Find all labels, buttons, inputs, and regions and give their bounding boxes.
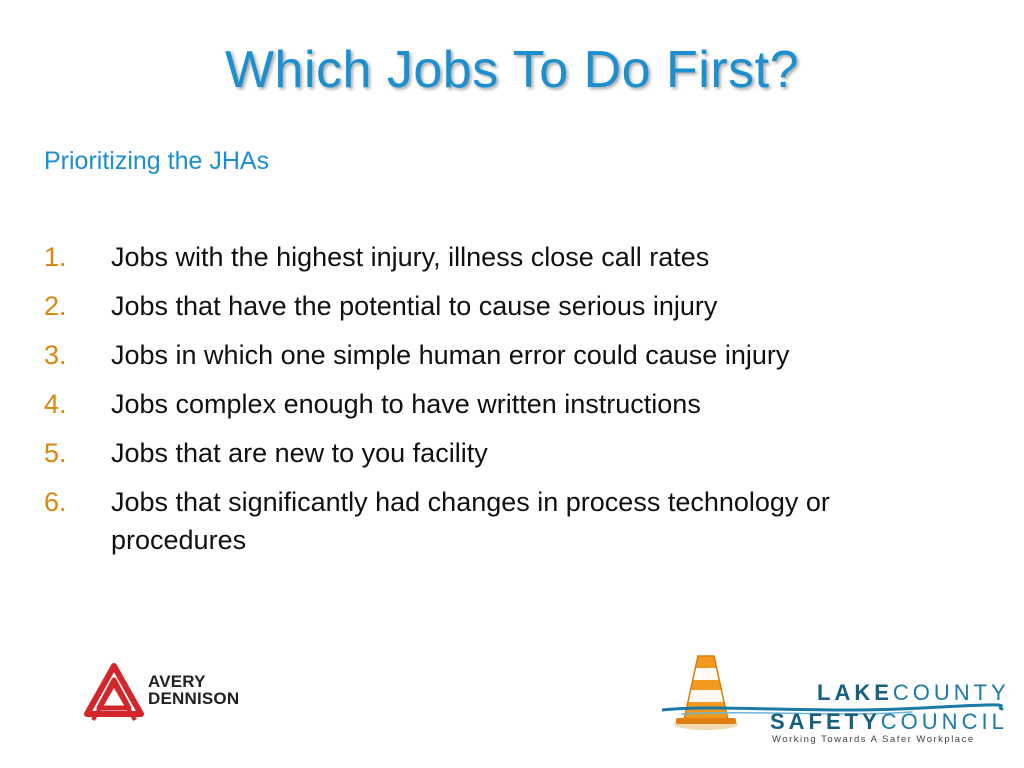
list-item-6 xyxy=(44,483,944,559)
list-number: 4. xyxy=(44,389,67,419)
slide-title: Which Jobs To Do First? xyxy=(224,41,800,99)
traffic-cone-icon xyxy=(670,652,750,732)
list-number: 1. xyxy=(44,242,67,272)
lake-county-wordmark: LAKECOUNTY xyxy=(817,680,1010,705)
list-number: 2. xyxy=(44,291,67,321)
safety-council-wordmark: SAFETYCOUNCIL xyxy=(770,709,1008,734)
list-text: Jobs in which one simple human error could cause injury xyxy=(111,340,790,370)
list-number: 3. xyxy=(44,340,67,370)
list-item-4 xyxy=(44,385,944,423)
list-text: Jobs complex enough to have written instructions xyxy=(111,389,701,419)
list-text: Jobs that are new to you facility xyxy=(111,438,488,468)
slide-subtitle: Prioritizing the JHAs xyxy=(44,147,270,175)
list-text: Jobs that significantly had changes in process technology or procedures xyxy=(111,487,830,555)
avery-triangle-icon xyxy=(83,662,145,724)
list-text: Jobs that have the potential to cause serious injury xyxy=(111,291,718,321)
list-text: Jobs with the highest injury, illness close call rates xyxy=(111,242,710,272)
lake-county-safety-council-logo xyxy=(662,648,1008,748)
avery-dennison-logo xyxy=(83,662,253,722)
priority-list xyxy=(44,238,944,570)
list-number: 6. xyxy=(44,487,67,517)
list-item-1 xyxy=(44,238,944,276)
list-item-5 xyxy=(44,434,944,472)
lcsc-tagline: Working Towards A Safer Workplace xyxy=(772,734,975,745)
avery-dennison-wordmark: AVERY DENNISON xyxy=(148,672,240,708)
list-number: 5. xyxy=(44,438,67,468)
list-item-2 xyxy=(44,287,944,325)
list-item-3 xyxy=(44,336,944,374)
